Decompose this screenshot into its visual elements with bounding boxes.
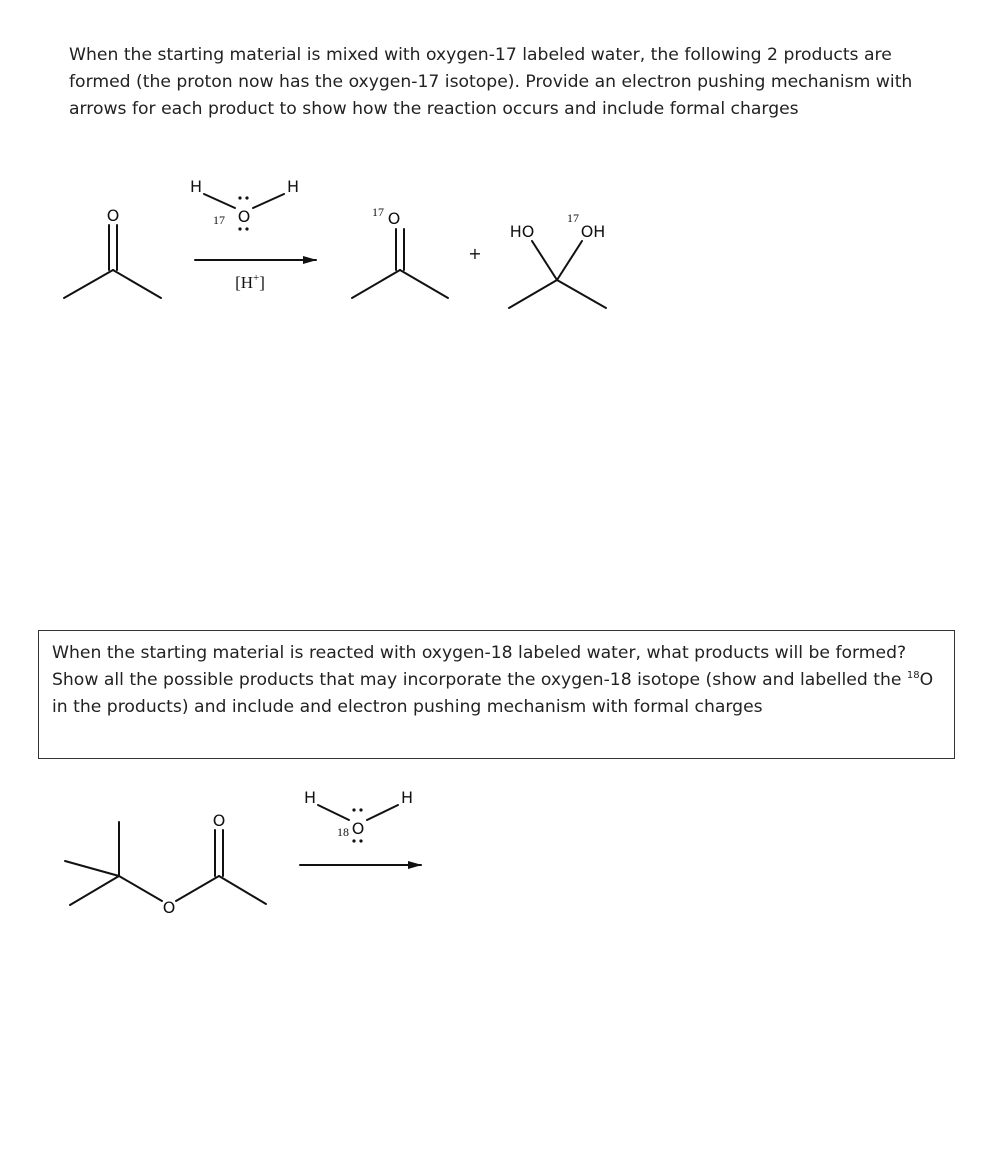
ester-oxygen: O xyxy=(162,898,176,917)
diol-ho-label: HO xyxy=(509,222,535,241)
intro-paragraph: When the starting material is mixed with oxygen-17 labeled water, the following 2 products are formed (the proton now has the oxygen-17 isotope). Provide an electron pushing mechanism with arrows for each product to show how the reaction occurs and include formal charges xyxy=(69,45,913,119)
acetone-starting-material xyxy=(64,206,161,298)
water-h-left: H xyxy=(189,177,203,196)
water18-isotope-label: 18 xyxy=(337,825,349,839)
ester-carbonyl-oxygen: O xyxy=(212,811,226,830)
product-ketone-isotope: 17 xyxy=(372,205,384,219)
acetone-oxygen: O xyxy=(106,206,120,225)
question-text-after: O in the products) and include and electron pushing mechanism with formal charges xyxy=(52,670,934,717)
question-superscript: 18 xyxy=(906,670,920,681)
product-ketone-oxygen: O xyxy=(387,209,401,228)
acid-condition: [H+] xyxy=(235,272,265,292)
water-17-reagent xyxy=(190,177,299,231)
gem-diol-product xyxy=(509,211,606,308)
water-oxygen: O xyxy=(237,207,251,226)
question-text-before: When the starting material is reacted with oxygen-18 labeled water, what products will be formed? Show all the possible products that may incorporate the oxygen-18 isotope (show and labelled the xyxy=(52,643,907,690)
water-18-reagent xyxy=(304,788,413,843)
water18-oxygen: O xyxy=(351,819,365,838)
tert-butyl-acetate xyxy=(65,811,266,917)
diol-isotope-label: 17 xyxy=(567,211,579,225)
plus-sign: + xyxy=(468,244,482,263)
water18-h-left: H xyxy=(303,788,317,807)
water-isotope-label: 17 xyxy=(213,213,225,227)
labeled-acetone-product xyxy=(352,205,448,298)
water-h-right: H xyxy=(286,177,300,196)
water18-h-right: H xyxy=(400,788,414,807)
diol-oh-label: OH xyxy=(580,222,606,241)
